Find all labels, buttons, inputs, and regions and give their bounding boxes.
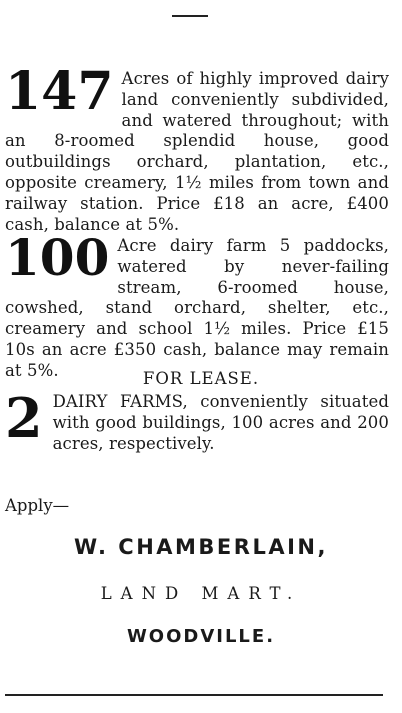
agent-name: W. CHAMBERLAIN,	[74, 535, 328, 559]
agent-place: LAND MART.	[100, 584, 302, 603]
listing-number: 2	[5, 386, 43, 450]
apply-label: Apply—	[5, 496, 70, 515]
top-rule	[172, 15, 208, 17]
listing-number: 147	[5, 61, 114, 122]
listing-description: Acre dairy farm 5 paddocks, watered by never-failing stream, 6-roomed house, cowshed, stand orchard, shelter, etc., creamery and school 1½ miles. Price £15 10s an acre £350 cash, balance may remain at 5%.	[5, 236, 389, 380]
bottom-rule	[5, 694, 383, 696]
listing-description: Acres of highly improved dairy land conveniently subdivided, and watered throughout; with an 8-roomed splendid house, good outbuildings orchard, plantation, etc., opposite creamery, 1½ miles from town and railway station. Price £18 an acre, £400 cash, balance at 5%.	[5, 69, 389, 234]
listing-147-acres	[5, 61, 389, 235]
listing-description: DAIRY FARMS, conveniently situated with good buildings, 100 acres and 200 acres, respectively.	[52, 392, 389, 453]
agent-town: WOODVILLE.	[126, 626, 276, 647]
listing-2-dairy-farms	[5, 386, 389, 454]
for-lease-heading: FOR LEASE.	[142, 369, 260, 388]
listing-100-acres	[5, 228, 389, 382]
listing-number: 100	[5, 228, 110, 287]
